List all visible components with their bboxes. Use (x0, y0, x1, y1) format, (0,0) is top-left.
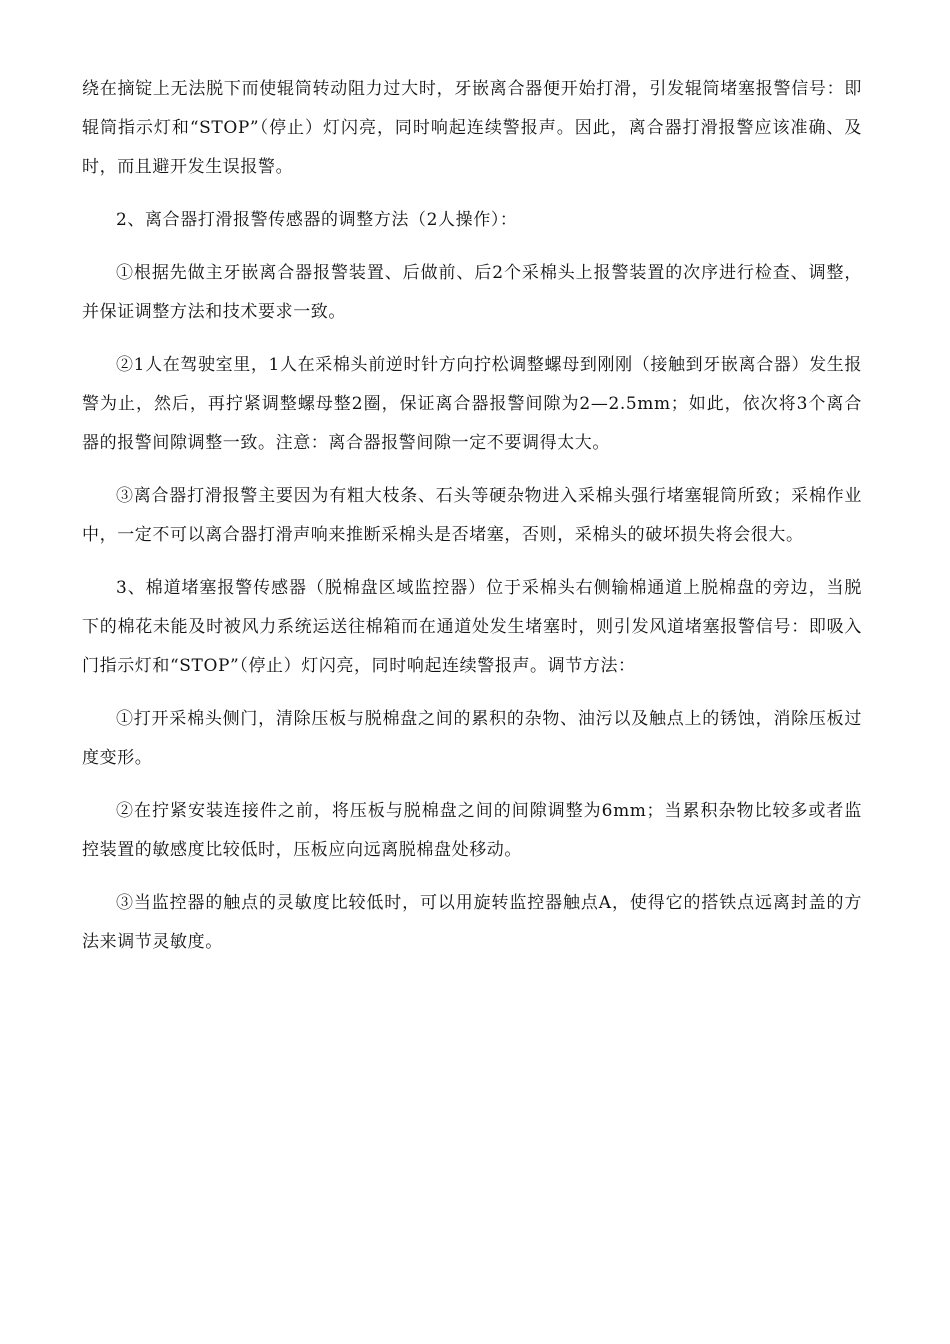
list-item-2-1: ①根据先做主牙嵌离合器报警装置、后做前、后2个采棉头上报警装置的次序进行检查、调整，并保证调整方法和技术要求一致。 (82, 263, 862, 322)
list-item-3-3: ③当监控器的触点的灵敏度比较低时，可以用旋转监控器触点A，使得它的搭铁点远离封盖的方法来调节灵敏度。 (82, 893, 862, 952)
list-item-2-2: ②1人在驾驶室里，1人在采棉头前逆时针方向拧松调整螺母到刚刚（接触到牙嵌离合器）发生报警为止，然后，再拧紧调整螺母整2圈，保证离合器报警间隙为2—2.5mm；如此，依次将3个离合器的报警间隙调整一致。注意：离合器报警间隙一定不要调得太大。 (82, 355, 862, 453)
document-body (82, 70, 862, 976)
list-item-3-2: ②在拧紧安装连接件之前，将压板与脱棉盘之间的间隙调整为6mm；当累积杂物比较多或者监控装置的敏感度比较低时，压板应向远离脱棉盘处移动。 (82, 801, 862, 860)
list-item-2-3: ③离合器打滑报警主要因为有粗大枝条、石头等硬杂物进入采棉头强行堵塞辊筒所致；采棉作业中，一定不可以离合器打滑声响来推断采棉头是否堵塞，否则，采棉头的破坏损失将会很大。 (82, 486, 862, 545)
list-item-3-1: ①打开采棉头侧门，清除压板与脱棉盘之间的累积的杂物、油污以及触点上的锈蚀，消除压板过度变形。 (82, 709, 862, 768)
section-heading-2: 2、离合器打滑报警传感器的调整方法（2人操作）： (116, 210, 518, 230)
section-heading-3: 3、棉道堵塞报警传感器（脱棉盘区域监控器）位于采棉头右侧输棉通道上脱棉盘的旁边，当脱下的棉花未能及时被风力系统运送往棉箱而在通道处发生堵塞时，则引发风道堵塞报警信号：即吸入门指示灯和“STOP”（停止）灯闪亮，同时响起连续警报声。调节方法： (82, 578, 862, 676)
paragraph-continuation: 绕在摘锭上无法脱下而使辊筒转动阻力过大时，牙嵌离合器便开始打滑，引发辊筒堵塞报警信号：即辊筒指示灯和“STOP”（停止）灯闪亮，同时响起连续警报声。因此，离合器打滑报警应该准确、及时，而且避开发生误报警。 (82, 79, 862, 177)
